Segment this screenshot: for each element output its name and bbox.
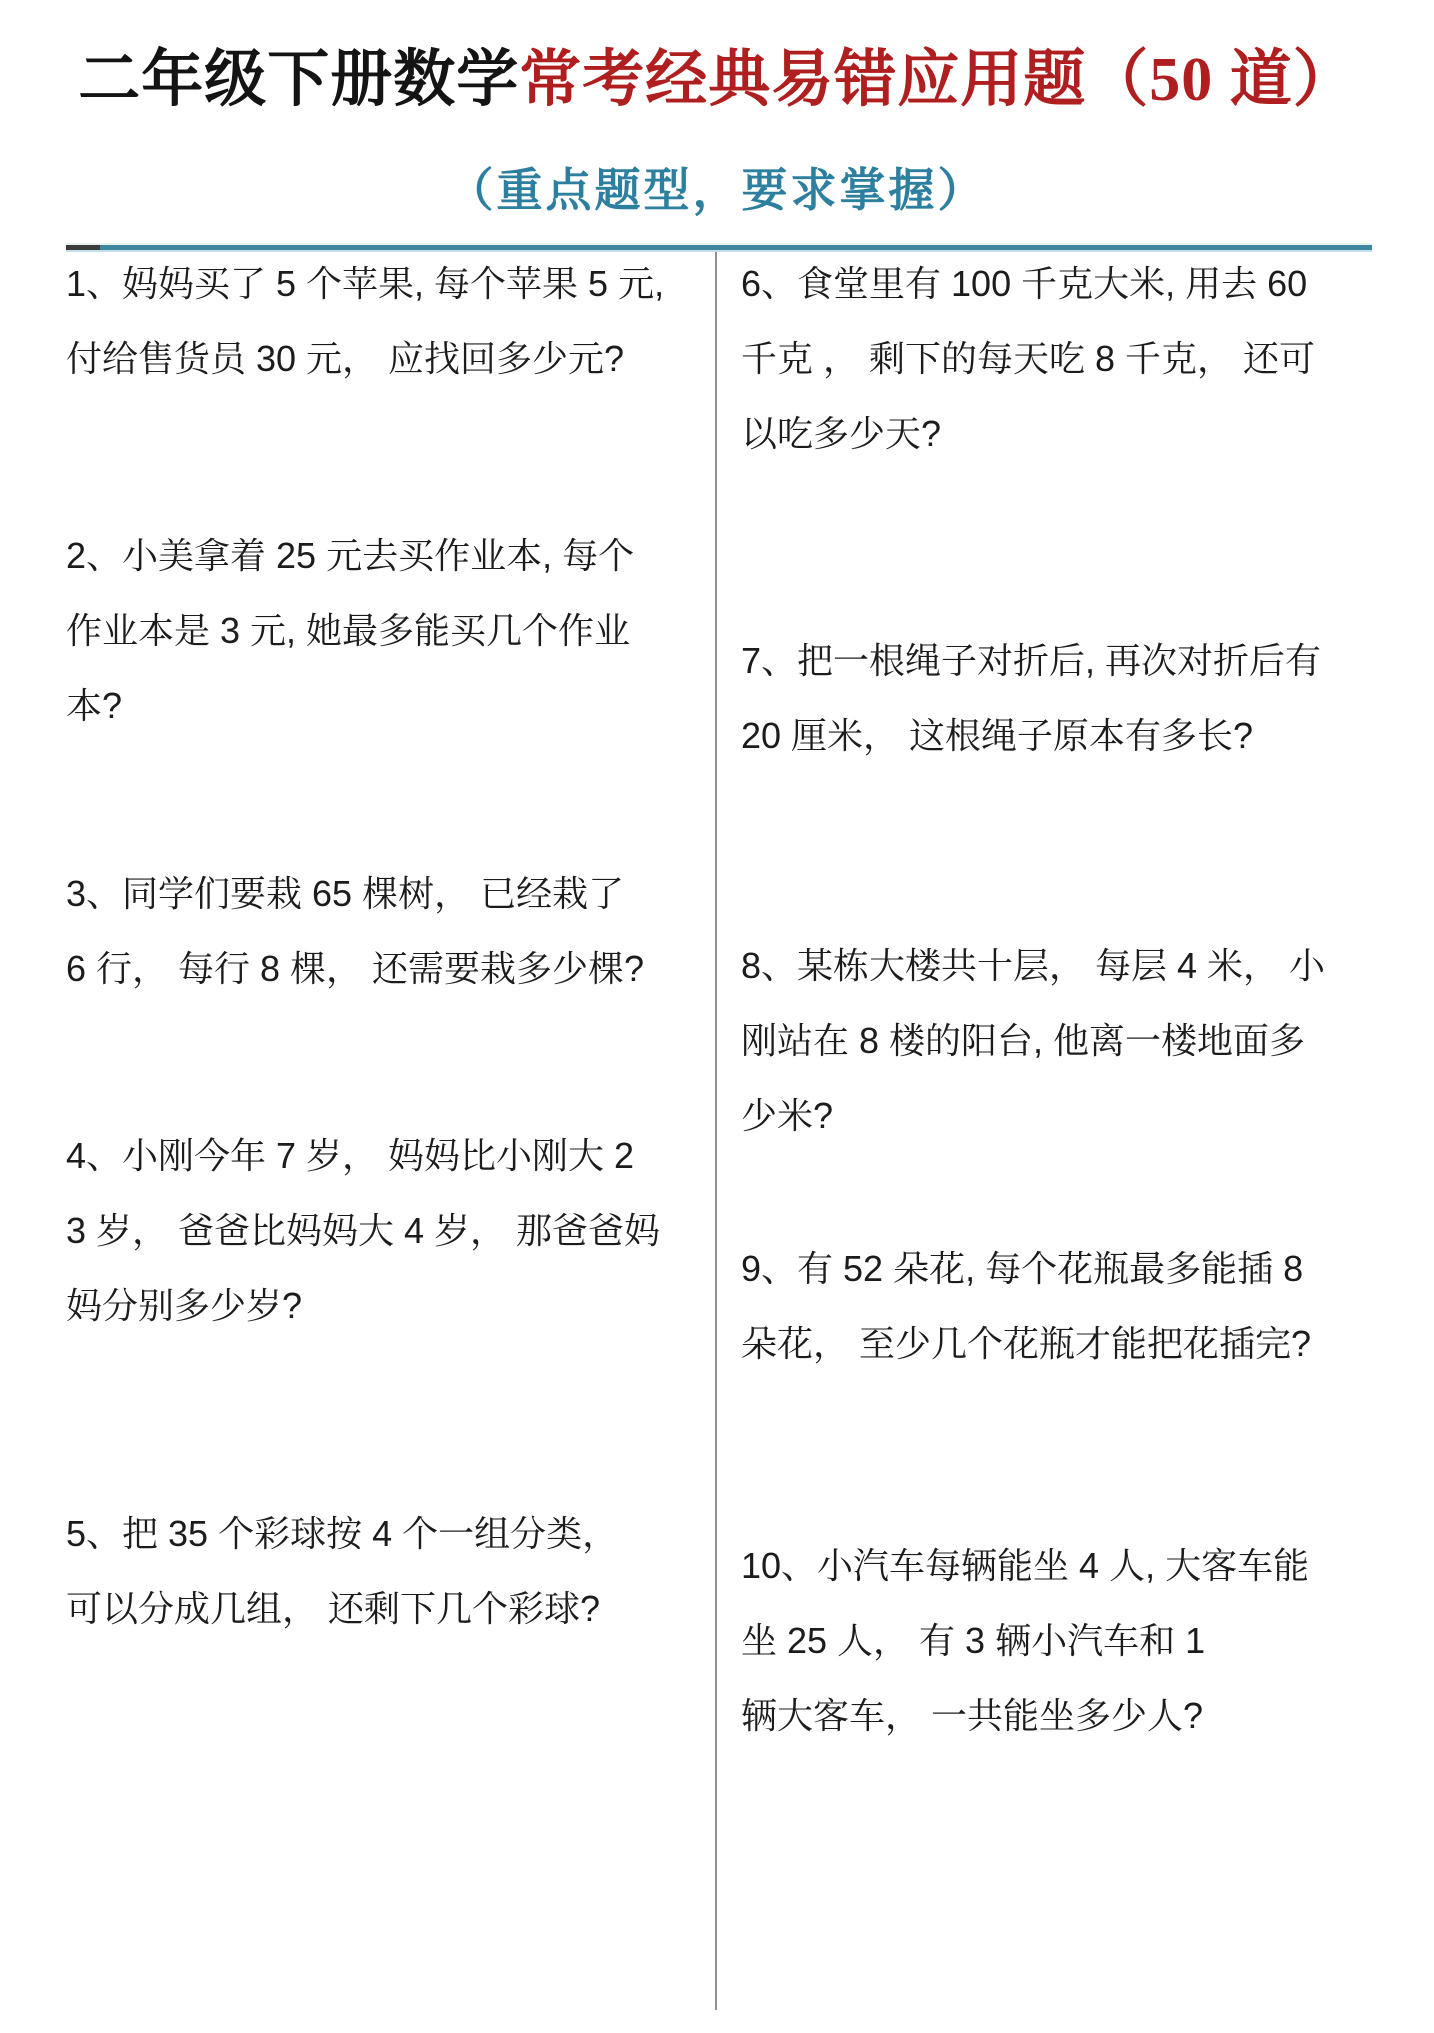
problem-line: 6 行， 每行 8 棵， 还需要栽多少棵? [66,948,645,989]
problem-line: 本? [66,685,123,726]
header-rule [66,243,1372,252]
problem-3 [66,856,715,1006]
header-rule-tip [66,245,100,250]
problem-line: 7、把一根绳子对折后, 再次对折后有 [741,640,1322,681]
problem-line: 作业本是 3 元, 她最多能买几个作业 [66,610,631,651]
problem-line: 3 岁， 爸爸比妈妈大 4 岁， 那爸爸妈 [66,1210,661,1251]
problem-1 [66,246,715,396]
problem-line: 20 厘米， 这根绳子原本有多长? [741,715,1254,756]
problem-line: 1、妈妈买了 5 个苹果, 每个苹果 5 元, [66,263,665,304]
problem-line: 以吃多少天? [741,413,942,454]
problem-line: 可以分成几组， 还剩下几个彩球? [66,1588,601,1629]
page-title-red: 常考经典易错应用题（50 道） [519,46,1356,114]
problem-line: 4、小刚今年 7 岁， 妈妈比小刚大 2 [66,1135,635,1176]
problem-line: 6、食堂里有 100 千克大米, 用去 60 [741,263,1308,304]
problem-line: 2、小美拿着 25 元去买作业本, 每个 [66,535,635,576]
right-column [717,252,1368,2010]
problem-line: 付给售货员 30 元， 应找回多少元? [66,338,625,379]
problem-5 [66,1496,715,1646]
problem-8 [741,928,1368,1153]
problems-area [66,252,1368,2010]
page-subtitle: （重点题型，要求掌握） [447,165,987,216]
problem-6 [741,246,1368,471]
problem-line: 少米? [741,1095,834,1136]
problem-line: 9、有 52 朵花, 每个花瓶最多能插 8 [741,1248,1304,1289]
problem-line: 妈分别多少岁? [66,1285,303,1326]
problem-line: 千克 ， 剩下的每天吃 8 千克， 还可 [741,338,1316,379]
problem-10 [741,1528,1368,1753]
problem-line: 10、小汽车每辆能坐 4 人, 大客车能 [741,1545,1310,1586]
problem-line: 3、同学们要栽 65 棵树， 已经栽了 [66,873,625,914]
page-title [0,40,1434,120]
problem-7 [741,623,1368,773]
page-title-black: 二年级下册数学 [78,46,520,114]
problem-line: 坐 25 人， 有 3 辆小汽车和 1 [741,1620,1206,1661]
problem-line: 朵花， 至少几个花瓶才能把花插完? [741,1323,1312,1364]
problem-line: 8、某栋大楼共十层， 每层 4 米， 小 [741,945,1326,986]
problem-2 [66,518,715,743]
problem-line: 刚站在 8 楼的阳台, 他离一楼地面多 [741,1020,1306,1061]
left-column [66,252,715,2010]
problem-line: 辆大客车， 一共能坐多少人? [741,1695,1204,1736]
problem-9 [741,1231,1368,1381]
problem-line: 5、把 35 个彩球按 4 个一组分类， [66,1513,619,1554]
problem-4 [66,1118,715,1343]
